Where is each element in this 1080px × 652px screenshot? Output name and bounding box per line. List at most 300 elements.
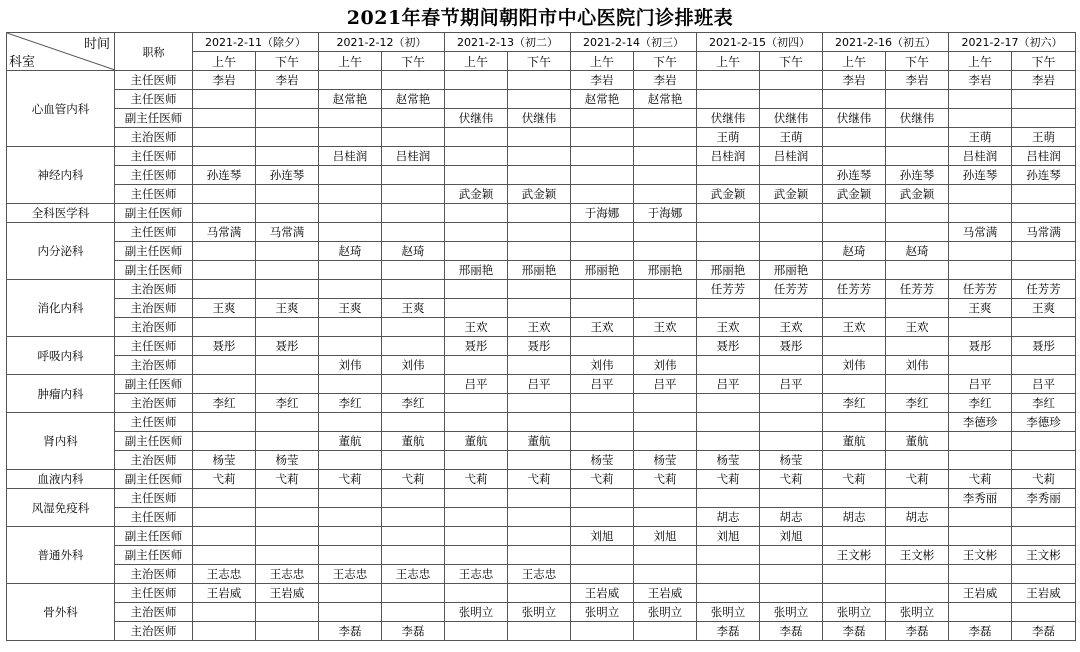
doctor-cell [256,375,319,394]
doctor-cell: 王爽 [256,299,319,318]
doctor-cell: 弋莉 [193,470,256,489]
doctor-cell: 赵常艳 [634,90,697,109]
table-row [7,584,1076,603]
doctor-cell: 孙连琴 [949,166,1012,185]
doctor-cell [1012,185,1076,204]
doctor-cell: 聂彤 [760,337,823,356]
doctor-cell [949,565,1012,584]
job-title-cell: 副主任医师 [115,204,193,223]
doctor-cell [319,109,382,128]
doctor-cell: 吕平 [508,375,571,394]
doctor-cell [382,166,445,185]
doctor-cell [634,394,697,413]
doctor-cell: 孙连琴 [256,166,319,185]
doctor-cell: 王文彬 [1012,546,1076,565]
doctor-cell [571,166,634,185]
doctor-cell [382,451,445,470]
doctor-cell: 赵琦 [886,242,949,261]
doctor-cell: 聂彤 [193,337,256,356]
doctor-cell [571,147,634,166]
doctor-cell [1012,603,1076,622]
doctor-cell [1012,261,1076,280]
doctor-cell: 王欢 [697,318,760,337]
doctor-cell: 王欢 [445,318,508,337]
pm-header: 下午 [1012,52,1076,71]
table-row [7,432,1076,451]
doctor-cell [256,261,319,280]
doctor-cell [256,546,319,565]
doctor-cell: 李红 [886,394,949,413]
doctor-cell: 马常满 [193,223,256,242]
doctor-cell: 张明立 [445,603,508,622]
doctor-cell: 赵常艳 [319,90,382,109]
job-title-cell: 主任医师 [115,508,193,527]
doctor-cell [508,622,571,641]
doctor-cell [634,109,697,128]
doctor-cell: 胡志 [823,508,886,527]
doctor-cell [382,375,445,394]
doctor-cell [697,394,760,413]
doctor-cell [886,565,949,584]
table-row [7,451,1076,470]
doctor-cell [445,508,508,527]
doctor-cell [634,242,697,261]
doctor-cell [760,299,823,318]
job-title-cell: 主任医师 [115,489,193,508]
doctor-cell: 聂彤 [256,337,319,356]
doctor-cell [193,603,256,622]
doctor-cell: 武金颖 [697,185,760,204]
doctor-cell: 李岩 [193,71,256,90]
doctor-cell [319,71,382,90]
date-header: 2021-2-16（初五） [823,33,949,52]
table-row [7,470,1076,489]
doctor-cell [634,185,697,204]
doctor-cell [886,489,949,508]
doctor-cell [760,394,823,413]
doctor-cell [571,622,634,641]
doctor-cell [256,109,319,128]
doctor-cell: 王岩威 [193,584,256,603]
table-row [7,356,1076,375]
doctor-cell [697,223,760,242]
doctor-cell: 邢丽艳 [634,261,697,280]
doctor-cell: 孙连琴 [1012,166,1076,185]
doctor-cell [193,546,256,565]
doctor-cell [571,546,634,565]
job-title-cell: 主任医师 [115,166,193,185]
doctor-cell [508,489,571,508]
doctor-cell: 王欢 [508,318,571,337]
doctor-cell: 赵琦 [823,242,886,261]
job-title-cell: 副主任医师 [115,527,193,546]
doctor-cell: 李岩 [571,71,634,90]
doctor-cell [445,242,508,261]
doctor-cell [949,356,1012,375]
doctor-cell [886,261,949,280]
doctor-cell [319,508,382,527]
doctor-cell [886,375,949,394]
doctor-cell: 刘伟 [886,356,949,375]
doctor-cell [319,185,382,204]
department-name: 心血管内科 [7,71,115,147]
doctor-cell [823,261,886,280]
doctor-cell [823,527,886,546]
doctor-cell: 王欢 [571,318,634,337]
doctor-cell [256,90,319,109]
job-title-cell: 主治医师 [115,280,193,299]
doctor-cell [823,584,886,603]
doctor-cell: 张明立 [634,603,697,622]
doctor-cell: 王志忠 [193,565,256,584]
doctor-cell [256,622,319,641]
doctor-cell: 王欢 [760,318,823,337]
table-row [7,166,1076,185]
doctor-cell [193,185,256,204]
doctor-cell: 李德珍 [949,413,1012,432]
date-header: 2021-2-12（初） [319,33,445,52]
doctor-cell [256,185,319,204]
doctor-cell [697,90,760,109]
doctor-cell [256,147,319,166]
corner-dept-label: 科室 [9,55,36,70]
doctor-cell [571,565,634,584]
doctor-cell: 王志忠 [319,565,382,584]
doctor-cell [256,242,319,261]
table-row [7,242,1076,261]
doctor-cell [760,166,823,185]
doctor-cell: 李岩 [1012,71,1076,90]
pm-header: 下午 [760,52,823,71]
doctor-cell [256,280,319,299]
doctor-cell [445,394,508,413]
doctor-cell [193,413,256,432]
table-row [7,109,1076,128]
doctor-cell: 刘伟 [571,356,634,375]
doctor-cell [571,413,634,432]
corner-time-label: 时间 [83,37,110,52]
doctor-cell: 王爽 [949,299,1012,318]
doctor-cell [382,280,445,299]
doctor-cell [823,204,886,223]
job-title-cell: 主任医师 [115,90,193,109]
doctor-cell: 李岩 [949,71,1012,90]
doctor-cell [193,109,256,128]
doctor-cell [193,318,256,337]
doctor-cell: 董航 [823,432,886,451]
doctor-cell: 弋莉 [319,470,382,489]
doctor-cell [508,204,571,223]
doctor-cell [823,375,886,394]
doctor-cell: 张明立 [823,603,886,622]
doctor-cell [445,489,508,508]
doctor-cell [697,546,760,565]
doctor-cell: 李红 [256,394,319,413]
doctor-cell [193,356,256,375]
am-header: 上午 [319,52,382,71]
doctor-cell [571,508,634,527]
doctor-cell: 刘伟 [382,356,445,375]
doctor-cell [823,299,886,318]
table-row [7,185,1076,204]
doctor-cell: 董航 [508,432,571,451]
doctor-cell: 王志忠 [445,565,508,584]
doctor-cell: 王志忠 [256,565,319,584]
date-header: 2021-2-11（除夕） [193,33,319,52]
doctor-cell: 张明立 [886,603,949,622]
doctor-cell: 武金颖 [760,185,823,204]
doctor-cell [319,413,382,432]
doctor-cell: 弋莉 [634,470,697,489]
doctor-cell [571,432,634,451]
doctor-cell: 任芳芳 [949,280,1012,299]
doctor-cell [445,622,508,641]
doctor-cell [760,242,823,261]
job-title-header: 职称 [115,33,193,71]
doctor-cell [508,299,571,318]
doctor-cell [1012,90,1076,109]
doctor-cell [634,489,697,508]
job-title-cell: 主治医师 [115,394,193,413]
doctor-cell: 张明立 [508,603,571,622]
doctor-cell [193,147,256,166]
doctor-cell: 王文彬 [886,546,949,565]
doctor-cell [508,242,571,261]
doctor-cell: 弋莉 [697,470,760,489]
doctor-cell [319,318,382,337]
doctor-cell [256,603,319,622]
job-title-cell: 主治医师 [115,622,193,641]
doctor-cell [697,432,760,451]
doctor-cell: 聂彤 [697,337,760,356]
doctor-cell [256,128,319,147]
doctor-cell: 弋莉 [571,470,634,489]
doctor-cell [319,223,382,242]
am-header: 上午 [445,52,508,71]
department-name: 全科医学科 [7,204,115,223]
department-name: 肾内科 [7,413,115,470]
doctor-cell [697,584,760,603]
doctor-cell [949,432,1012,451]
doctor-cell: 王欢 [886,318,949,337]
doctor-cell [445,299,508,318]
doctor-cell [256,432,319,451]
doctor-cell [382,489,445,508]
doctor-cell [193,280,256,299]
doctor-cell: 弋莉 [382,470,445,489]
doctor-cell [193,375,256,394]
doctor-cell: 李磊 [949,622,1012,641]
doctor-cell: 王岩威 [256,584,319,603]
doctor-cell [571,223,634,242]
doctor-cell [634,223,697,242]
doctor-cell [823,489,886,508]
table-row [7,223,1076,242]
doctor-cell [823,147,886,166]
doctor-cell [445,527,508,546]
doctor-cell: 邢丽艳 [445,261,508,280]
doctor-cell [886,204,949,223]
doctor-cell: 王岩威 [571,584,634,603]
doctor-cell [445,71,508,90]
doctor-cell [571,185,634,204]
doctor-cell [319,489,382,508]
doctor-cell [886,413,949,432]
doctor-cell [760,489,823,508]
doctor-cell: 李岩 [634,71,697,90]
doctor-cell: 吕平 [760,375,823,394]
doctor-cell: 吕平 [571,375,634,394]
doctor-cell [886,299,949,318]
doctor-cell: 伏继伟 [760,109,823,128]
job-title-cell: 副主任医师 [115,546,193,565]
doctor-cell: 吕平 [697,375,760,394]
doctor-cell: 孙连琴 [886,166,949,185]
doctor-cell: 弋莉 [823,470,886,489]
doctor-cell [382,204,445,223]
job-title-cell: 副主任医师 [115,242,193,261]
doctor-cell: 李秀丽 [949,489,1012,508]
doctor-cell [1012,242,1076,261]
doctor-cell [508,394,571,413]
doctor-cell [697,356,760,375]
doctor-cell: 弋莉 [445,470,508,489]
doctor-cell: 赵琦 [382,242,445,261]
doctor-cell: 于海娜 [634,204,697,223]
doctor-cell: 伏继伟 [697,109,760,128]
job-title-cell: 主任医师 [115,185,193,204]
doctor-cell: 王志忠 [508,565,571,584]
doctor-cell [1012,204,1076,223]
job-title-cell: 副主任医师 [115,470,193,489]
doctor-cell: 李红 [1012,394,1076,413]
doctor-cell [886,147,949,166]
doctor-cell: 李磊 [697,622,760,641]
doctor-cell: 胡志 [886,508,949,527]
doctor-cell [508,280,571,299]
doctor-cell: 王爽 [1012,299,1076,318]
doctor-cell [445,413,508,432]
doctor-cell [1012,508,1076,527]
doctor-cell: 吕桂润 [760,147,823,166]
job-title-cell: 主治医师 [115,603,193,622]
doctor-cell [508,71,571,90]
doctor-cell [823,413,886,432]
department-name: 骨外科 [7,584,115,641]
pm-header: 下午 [508,52,571,71]
doctor-cell [949,90,1012,109]
doctor-cell [508,413,571,432]
doctor-cell [1012,356,1076,375]
doctor-cell: 王欢 [634,318,697,337]
table-row [7,413,1076,432]
department-name: 风湿免疫科 [7,489,115,527]
doctor-cell: 马常满 [256,223,319,242]
doctor-cell [949,527,1012,546]
doctor-cell: 聂彤 [1012,337,1076,356]
doctor-cell [634,413,697,432]
doctor-cell: 刘伟 [319,356,382,375]
doctor-cell [445,147,508,166]
doctor-cell [193,204,256,223]
job-title-cell: 主治医师 [115,565,193,584]
doctor-cell [193,489,256,508]
doctor-cell: 武金颖 [445,185,508,204]
doctor-cell: 王志忠 [382,565,445,584]
doctor-cell [886,451,949,470]
department-name: 神经内科 [7,147,115,204]
doctor-cell [193,432,256,451]
doctor-cell [319,375,382,394]
doctor-cell [823,223,886,242]
doctor-cell: 王文彬 [823,546,886,565]
doctor-cell [382,128,445,147]
doctor-cell: 王萌 [760,128,823,147]
doctor-cell [508,128,571,147]
job-title-cell: 主治医师 [115,356,193,375]
doctor-cell [697,166,760,185]
doctor-cell: 王岩威 [1012,584,1076,603]
doctor-cell [886,527,949,546]
doctor-cell [382,337,445,356]
doctor-cell [508,584,571,603]
doctor-cell: 聂彤 [949,337,1012,356]
pm-header: 下午 [634,52,697,71]
doctor-cell [508,546,571,565]
doctor-cell: 吕桂润 [319,147,382,166]
schedule-body [7,71,1076,641]
doctor-cell: 任芳芳 [760,280,823,299]
doctor-cell [571,128,634,147]
doctor-cell [445,546,508,565]
pm-header: 下午 [256,52,319,71]
pm-header: 下午 [886,52,949,71]
am-header: 上午 [571,52,634,71]
doctor-cell [760,356,823,375]
table-row [7,527,1076,546]
doctor-cell [508,508,571,527]
doctor-cell [382,223,445,242]
doctor-cell [697,413,760,432]
doctor-cell [949,204,1012,223]
doctor-cell [697,204,760,223]
doctor-cell [949,185,1012,204]
doctor-cell [256,413,319,432]
doctor-cell: 赵常艳 [382,90,445,109]
doctor-cell [319,451,382,470]
table-row [7,261,1076,280]
doctor-cell: 李磊 [823,622,886,641]
doctor-cell [1012,109,1076,128]
doctor-cell [1012,565,1076,584]
table-row [7,128,1076,147]
doctor-cell [760,223,823,242]
job-title-cell: 主任医师 [115,413,193,432]
doctor-cell [760,546,823,565]
doctor-cell: 武金颖 [508,185,571,204]
doctor-cell: 吕平 [634,375,697,394]
doctor-cell: 杨莹 [256,451,319,470]
doctor-cell: 弋莉 [256,470,319,489]
doctor-cell: 李磊 [382,622,445,641]
doctor-cell [256,356,319,375]
doctor-cell [886,128,949,147]
doctor-cell: 伏继伟 [886,109,949,128]
doctor-cell [445,223,508,242]
department-name: 呼吸内科 [7,337,115,375]
doctor-cell: 杨莹 [697,451,760,470]
doctor-cell: 张明立 [571,603,634,622]
